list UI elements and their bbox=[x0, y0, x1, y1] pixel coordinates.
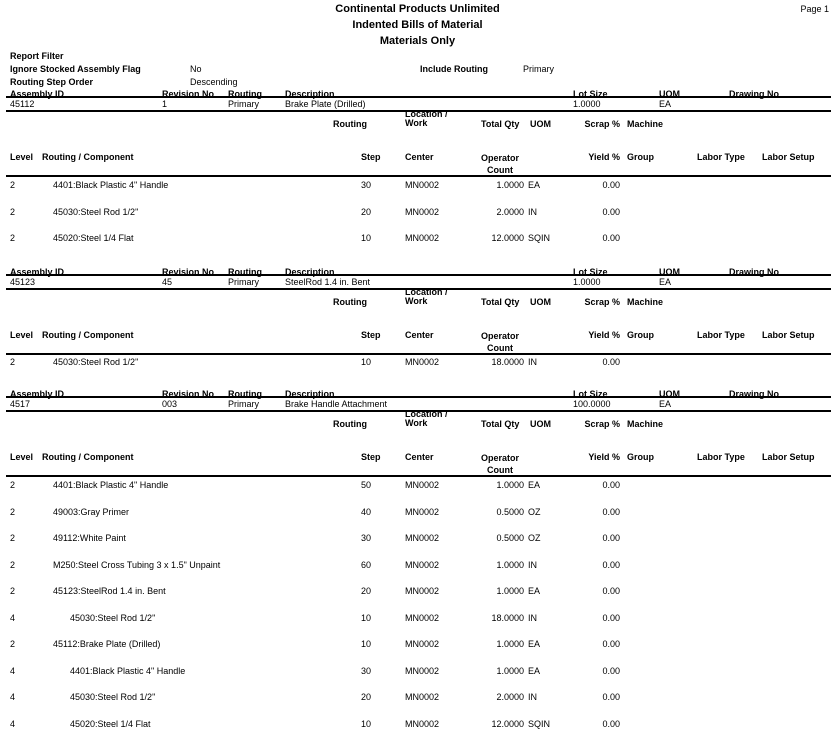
drawing-no-label: Drawing No bbox=[729, 267, 780, 277]
uom-header: UOM bbox=[530, 297, 551, 307]
row-level: 4 bbox=[10, 612, 16, 623]
step-header: Step bbox=[361, 152, 381, 162]
row-uom: IN bbox=[528, 357, 537, 367]
row-step: 30 bbox=[361, 533, 372, 543]
row-scrap: 0.00 bbox=[602, 533, 620, 543]
assembly-routing: Primary bbox=[228, 277, 259, 287]
assembly-description: Brake Plate (Drilled) bbox=[285, 99, 366, 109]
row-work-center: MN0002 bbox=[405, 533, 440, 543]
assembly-description: SteelRod 1.4 in. Bent bbox=[285, 277, 371, 287]
assembly-uom: EA bbox=[659, 99, 672, 109]
row-total-qty: 1.0000 bbox=[496, 480, 524, 490]
row-work-center: MN0002 bbox=[405, 480, 440, 490]
row-component: 4401:Black Plastic 4" Handle bbox=[70, 665, 186, 676]
revision-label: Revision No bbox=[162, 389, 215, 399]
row-scrap: 0.00 bbox=[602, 612, 620, 623]
location-work-header: Location / Work bbox=[405, 287, 448, 306]
filter-heading: Report Filter bbox=[10, 51, 64, 61]
lot-size-label: Lot Size bbox=[573, 389, 608, 399]
row-total-qty: 1.0000 bbox=[496, 586, 524, 596]
routing-label: Routing bbox=[228, 267, 262, 277]
assembly-top-rule bbox=[6, 96, 831, 98]
assembly-lot-size: 1.0000 bbox=[573, 277, 601, 287]
uom-label: UOM bbox=[659, 389, 680, 399]
assembly-id: 4517 bbox=[10, 399, 31, 409]
row-level: 2 bbox=[10, 559, 16, 570]
row-uom: EA bbox=[528, 480, 541, 490]
row-step: 50 bbox=[361, 480, 372, 490]
row-level: 2 bbox=[10, 586, 16, 596]
row-uom: IN bbox=[528, 692, 537, 702]
row-step: 20 bbox=[361, 206, 372, 217]
row-level: 2 bbox=[10, 233, 16, 243]
row-work-center: MN0002 bbox=[405, 612, 440, 623]
company-name: Continental Products Unlimited bbox=[335, 3, 500, 15]
row-total-qty: 2.0000 bbox=[496, 206, 524, 217]
assembly-id: 45112 bbox=[10, 99, 35, 109]
description-label: Description bbox=[285, 89, 335, 99]
column-header-bottom-rule bbox=[6, 353, 831, 355]
lot-size-label: Lot Size bbox=[573, 267, 608, 277]
row-work-center: MN0002 bbox=[405, 586, 440, 596]
total-qty-header: Total Qty bbox=[481, 119, 520, 129]
page-number: Page 1 bbox=[800, 4, 829, 14]
group-header: Group bbox=[627, 452, 654, 462]
labor-setup-header: Labor Setup bbox=[762, 452, 815, 462]
row-step: 10 bbox=[361, 612, 372, 623]
row-work-center: MN0002 bbox=[405, 665, 440, 676]
row-work-center: MN0002 bbox=[405, 206, 440, 217]
row-level: 4 bbox=[10, 665, 16, 676]
scrap-header: Scrap % bbox=[584, 419, 620, 429]
group-header: Group bbox=[627, 152, 654, 162]
level-header: Level bbox=[10, 152, 34, 162]
report-subtitle: Materials Only bbox=[379, 35, 456, 47]
scrap-header: Scrap % bbox=[584, 297, 620, 307]
center-header: Center bbox=[405, 452, 434, 462]
row-scrap: 0.00 bbox=[602, 639, 620, 649]
row-step: 10 bbox=[361, 233, 372, 243]
yield-header: Yield % bbox=[588, 152, 620, 162]
row-component: 45030:Steel Rod 1/2" bbox=[53, 206, 139, 217]
row-scrap: 0.00 bbox=[602, 586, 620, 596]
row-total-qty: 2.0000 bbox=[496, 692, 524, 702]
level-header: Level bbox=[10, 330, 34, 340]
labor-setup-header: Labor Setup bbox=[762, 152, 815, 162]
row-uom: EA bbox=[528, 665, 541, 676]
row-component: 45020:Steel 1/4 Flat bbox=[53, 233, 134, 243]
row-scrap: 0.00 bbox=[602, 180, 620, 190]
row-level: 4 bbox=[10, 692, 16, 702]
row-step: 30 bbox=[361, 180, 372, 190]
assembly-lot-size: 100.0000 bbox=[573, 399, 611, 409]
row-uom: IN bbox=[528, 559, 537, 570]
total-qty-header: Total Qty bbox=[481, 419, 520, 429]
routing-label: Routing bbox=[228, 89, 262, 99]
assembly-uom: EA bbox=[659, 399, 672, 409]
row-component: 45112:Brake Plate (Drilled) bbox=[53, 639, 161, 649]
column-header-bottom-rule bbox=[6, 475, 831, 477]
row-uom: SQIN bbox=[528, 718, 551, 729]
row-step: 10 bbox=[361, 357, 372, 367]
row-total-qty: 1.0000 bbox=[496, 665, 524, 676]
uom-label: UOM bbox=[659, 89, 680, 99]
row-level: 2 bbox=[10, 533, 16, 543]
assembly-revision: 003 bbox=[162, 399, 178, 409]
row-total-qty: 0.5000 bbox=[496, 506, 524, 517]
lot-size-label: Lot Size bbox=[573, 89, 608, 99]
row-step: 20 bbox=[361, 586, 372, 596]
row-uom: OZ bbox=[528, 506, 541, 517]
row-total-qty: 18.0000 bbox=[491, 357, 524, 367]
row-uom: EA bbox=[528, 180, 541, 190]
row-step: 30 bbox=[361, 665, 372, 676]
routing-step-header: Routing bbox=[333, 297, 367, 307]
row-total-qty: 18.0000 bbox=[491, 612, 524, 623]
machine-header: Machine bbox=[627, 119, 664, 129]
location-work-header: Location / Work bbox=[405, 409, 448, 428]
row-step: 60 bbox=[361, 559, 372, 570]
row-total-qty: 1.0000 bbox=[496, 559, 524, 570]
row-component: 45030:Steel Rod 1/2" bbox=[70, 692, 156, 702]
assembly-top-rule bbox=[6, 274, 831, 276]
row-uom: EA bbox=[528, 586, 541, 596]
labor-type-header: Labor Type bbox=[697, 152, 745, 162]
row-total-qty: 12.0000 bbox=[491, 718, 524, 729]
row-component: 45030:Steel Rod 1/2" bbox=[53, 357, 139, 367]
row-level: 2 bbox=[10, 180, 16, 190]
machine-header: Machine bbox=[627, 297, 664, 307]
row-step: 10 bbox=[361, 718, 372, 729]
row-step: 40 bbox=[361, 506, 372, 517]
routing-component-header: Routing / Component bbox=[42, 330, 134, 340]
row-total-qty: 12.0000 bbox=[491, 233, 524, 243]
row-total-qty: 1.0000 bbox=[496, 180, 524, 190]
row-scrap: 0.00 bbox=[602, 357, 620, 367]
labor-type-header: Labor Type bbox=[697, 452, 745, 462]
routing-component-header: Routing / Component bbox=[42, 452, 134, 462]
level-header: Level bbox=[10, 452, 34, 462]
center-header: Center bbox=[405, 330, 434, 340]
ignore-stocked-value: No bbox=[190, 64, 202, 74]
row-uom: EA bbox=[528, 639, 541, 649]
assembly-top-rule bbox=[6, 396, 831, 398]
row-work-center: MN0002 bbox=[405, 233, 440, 243]
routing-step-header: Routing bbox=[333, 119, 367, 129]
row-scrap: 0.00 bbox=[602, 480, 620, 490]
routing-label: Routing bbox=[228, 389, 262, 399]
row-step: 20 bbox=[361, 692, 372, 702]
drawing-no-label: Drawing No bbox=[729, 389, 780, 399]
uom-header: UOM bbox=[530, 119, 551, 129]
assembly-id: 45123 bbox=[10, 277, 36, 287]
assembly-routing: Primary bbox=[228, 99, 259, 109]
operator-count-header: Operator Count bbox=[480, 153, 519, 175]
center-header: Center bbox=[405, 152, 434, 162]
row-work-center: MN0002 bbox=[405, 692, 440, 702]
assembly-description: Brake Handle Attachment bbox=[285, 399, 388, 409]
row-component: 49003:Gray Primer bbox=[53, 506, 130, 517]
assembly-id-label: Assembly ID bbox=[10, 89, 65, 99]
row-component: 4401:Black Plastic 4" Handle bbox=[53, 480, 169, 490]
routing-step-header: Routing bbox=[333, 419, 367, 429]
scrap-header: Scrap % bbox=[584, 119, 620, 129]
row-component: 45020:Steel 1/4 Flat bbox=[70, 718, 151, 729]
row-scrap: 0.00 bbox=[602, 559, 620, 570]
row-work-center: MN0002 bbox=[405, 718, 440, 729]
row-work-center: MN0002 bbox=[405, 506, 440, 517]
row-work-center: MN0002 bbox=[405, 180, 440, 190]
row-scrap: 0.00 bbox=[602, 233, 620, 243]
row-step: 10 bbox=[361, 639, 372, 649]
routing-order-value: Descending bbox=[190, 77, 238, 87]
include-routing-label: Include Routing bbox=[420, 64, 488, 74]
row-work-center: MN0002 bbox=[405, 639, 440, 649]
row-level: 2 bbox=[10, 206, 16, 217]
row-level: 2 bbox=[10, 506, 16, 517]
row-component: 4401:Black Plastic 4" Handle bbox=[53, 180, 169, 190]
yield-header: Yield % bbox=[588, 452, 620, 462]
row-scrap: 0.00 bbox=[602, 506, 620, 517]
row-work-center: MN0002 bbox=[405, 559, 440, 570]
row-uom: IN bbox=[528, 206, 537, 217]
yield-header: Yield % bbox=[588, 330, 620, 340]
description-label: Description bbox=[285, 389, 335, 399]
operator-count-header: Operator Count bbox=[480, 331, 519, 353]
include-routing-value: Primary bbox=[523, 64, 554, 74]
ignore-stocked-label: Ignore Stocked Assembly Flag bbox=[10, 64, 141, 74]
row-uom: OZ bbox=[528, 533, 541, 543]
row-uom: IN bbox=[528, 612, 537, 623]
row-level: 2 bbox=[10, 480, 16, 490]
step-header: Step bbox=[361, 330, 381, 340]
row-total-qty: 0.5000 bbox=[496, 533, 524, 543]
row-component: M250:Steel Cross Tubing 3 x 1.5" Unpaint bbox=[53, 559, 221, 570]
drawing-no-label: Drawing No bbox=[729, 89, 780, 99]
row-total-qty: 1.0000 bbox=[496, 639, 524, 649]
row-level: 2 bbox=[10, 357, 16, 367]
step-header: Step bbox=[361, 452, 381, 462]
assembly-uom: EA bbox=[659, 277, 672, 287]
revision-label: Revision No bbox=[162, 267, 215, 277]
report-title: Indented Bills of Material bbox=[352, 19, 483, 31]
assembly-id-label: Assembly ID bbox=[10, 267, 65, 277]
row-level: 2 bbox=[10, 639, 16, 649]
uom-header: UOM bbox=[530, 419, 551, 429]
uom-label: UOM bbox=[659, 267, 680, 277]
row-level: 4 bbox=[10, 718, 16, 729]
row-scrap: 0.00 bbox=[602, 692, 620, 702]
revision-label: Revision No bbox=[162, 89, 215, 99]
row-uom: SQIN bbox=[528, 233, 551, 243]
location-work-header: Location / Work bbox=[405, 109, 448, 128]
routing-component-header: Routing / Component bbox=[42, 152, 134, 162]
assembly-revision: 1 bbox=[162, 99, 168, 109]
labor-setup-header: Labor Setup bbox=[762, 330, 815, 340]
row-work-center: MN0002 bbox=[405, 357, 440, 367]
group-header: Group bbox=[627, 330, 654, 340]
assembly-routing: Primary bbox=[228, 399, 259, 409]
description-label: Description bbox=[285, 267, 335, 277]
routing-order-label: Routing Step Order bbox=[10, 77, 93, 87]
row-scrap: 0.00 bbox=[602, 665, 620, 676]
row-component: 45123:SteelRod 1.4 in. Bent bbox=[53, 586, 166, 596]
assembly-id-label: Assembly ID bbox=[10, 389, 65, 399]
total-qty-header: Total Qty bbox=[481, 297, 520, 307]
row-component: 49112:White Paint bbox=[53, 533, 126, 543]
row-component: 45030:Steel Rod 1/2" bbox=[70, 612, 156, 623]
assembly-revision: 45 bbox=[162, 277, 173, 287]
column-header-bottom-rule bbox=[6, 175, 831, 177]
row-scrap: 0.00 bbox=[602, 718, 620, 729]
labor-type-header: Labor Type bbox=[697, 330, 745, 340]
operator-count-header: Operator Count bbox=[480, 453, 519, 475]
row-scrap: 0.00 bbox=[602, 206, 620, 217]
assembly-lot-size: 1.0000 bbox=[573, 99, 601, 109]
machine-header: Machine bbox=[627, 419, 664, 429]
